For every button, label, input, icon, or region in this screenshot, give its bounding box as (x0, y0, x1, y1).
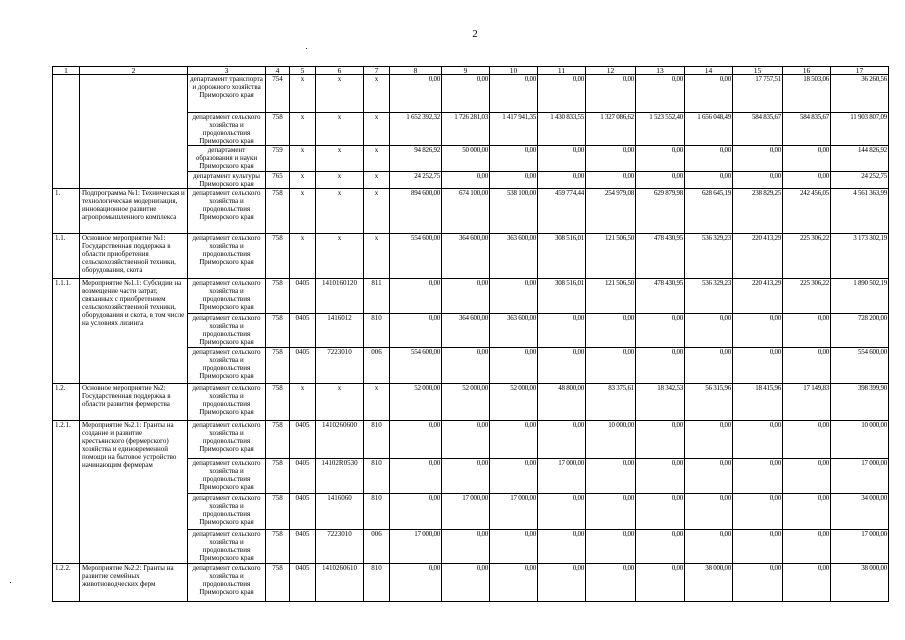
year-amount-cell: 17 000,00 (442, 494, 490, 530)
grbs-code-cell: 758 (266, 384, 290, 421)
total-amount-cell: 728 200,00 (831, 314, 889, 348)
column-header: 16 (783, 67, 831, 75)
section-code-cell: x (290, 384, 316, 421)
total-amount-cell: 10 000,00 (831, 421, 889, 459)
section-code-cell: x (290, 189, 316, 234)
year-amount-cell: 0,00 (685, 348, 733, 384)
year-amount-cell: 1 523 552,40 (636, 113, 685, 146)
year-amount-cell: 1 652 392,32 (390, 113, 442, 146)
year-amount-cell: 0,00 (390, 279, 442, 314)
responsible-executor-cell: департамент культуры Приморского края (188, 172, 266, 189)
year-amount-cell: 1 656 048,49 (685, 113, 733, 146)
year-amount-cell: 0,00 (442, 459, 490, 494)
year-amount-cell: 0,00 (685, 172, 733, 189)
year-amount-cell: 0,00 (490, 421, 538, 459)
target-article-cell: 1410160120 (316, 279, 364, 314)
year-amount-cell: 18 415,96 (733, 384, 783, 421)
responsible-executor-cell: департамент образования и науки Приморского края (188, 146, 266, 172)
grbs-code-cell: 765 (266, 172, 290, 189)
year-amount-cell: 52 000,00 (390, 384, 442, 421)
grbs-code-cell: 759 (266, 146, 290, 172)
table-row (53, 279, 889, 314)
target-article-cell: 7223010 (316, 348, 364, 384)
year-amount-cell: 0,00 (490, 146, 538, 172)
target-article-cell: 1410260610 (316, 564, 364, 602)
total-amount-cell: 1 890 502,19 (831, 279, 889, 314)
target-article-cell: x (316, 146, 364, 172)
grbs-code-cell: 754 (266, 75, 290, 113)
year-amount-cell: 0,00 (586, 348, 636, 384)
year-amount-cell: 0,00 (685, 421, 733, 459)
year-amount-cell: 628 645,19 (685, 189, 733, 234)
year-amount-cell: 24 252,75 (390, 172, 442, 189)
section-code-cell: 0405 (290, 494, 316, 530)
expense-type-cell: x (364, 172, 390, 189)
header-row (53, 67, 889, 75)
column-header: 2 (80, 67, 188, 75)
grbs-code-cell: 758 (266, 189, 290, 234)
scan-speck (10, 582, 11, 583)
year-amount-cell: 0,00 (442, 279, 490, 314)
year-amount-cell: 536 329,23 (685, 234, 733, 279)
section-code-cell: 0405 (290, 314, 316, 348)
grbs-code-cell: 758 (266, 459, 290, 494)
total-amount-cell: 24 252,75 (831, 172, 889, 189)
year-amount-cell: 0,00 (586, 172, 636, 189)
year-amount-cell: 0,00 (538, 172, 586, 189)
year-amount-cell: 1 417 941,35 (490, 113, 538, 146)
year-amount-cell: 364 600,00 (442, 234, 490, 279)
year-amount-cell: 674 100,00 (442, 189, 490, 234)
year-amount-cell: 0,00 (783, 314, 831, 348)
year-amount-cell: 0,00 (490, 172, 538, 189)
year-amount-cell: 0,00 (783, 348, 831, 384)
scan-speck (306, 48, 307, 49)
year-amount-cell: 0,00 (538, 146, 586, 172)
expense-type-cell: x (364, 234, 390, 279)
year-amount-cell: 0,00 (685, 494, 733, 530)
year-amount-cell: 38 000,00 (685, 564, 733, 602)
year-amount-cell: 1 327 086,62 (586, 113, 636, 146)
expense-type-cell: 006 (364, 348, 390, 384)
year-amount-cell: 0,00 (783, 172, 831, 189)
year-amount-cell: 121 506,50 (586, 279, 636, 314)
year-amount-cell: 0,00 (390, 75, 442, 113)
column-header: 4 (266, 67, 290, 75)
grbs-code-cell: 758 (266, 279, 290, 314)
section-code-cell: 0405 (290, 564, 316, 602)
total-amount-cell: 38 000,00 (831, 564, 889, 602)
section-code-cell: x (290, 172, 316, 189)
year-amount-cell: 0,00 (538, 75, 586, 113)
year-amount-cell: 50 000,00 (442, 146, 490, 172)
year-amount-cell: 0,00 (538, 494, 586, 530)
year-amount-cell: 0,00 (586, 564, 636, 602)
year-amount-cell: 0,00 (685, 314, 733, 348)
year-amount-cell: 0,00 (685, 75, 733, 113)
year-amount-cell: 17 757,51 (733, 75, 783, 113)
year-amount-cell: 94 826,92 (390, 146, 442, 172)
year-amount-cell: 48 800,00 (538, 384, 586, 421)
year-amount-cell: 894 600,00 (390, 189, 442, 234)
grbs-code-cell: 758 (266, 494, 290, 530)
year-amount-cell: 0,00 (442, 421, 490, 459)
total-amount-cell: 17 000,00 (831, 459, 889, 494)
year-amount-cell: 17 000,00 (538, 459, 586, 494)
year-amount-cell: 0,00 (538, 421, 586, 459)
column-header: 10 (490, 67, 538, 75)
total-amount-cell: 3 173 302,19 (831, 234, 889, 279)
total-amount-cell: 144 826,92 (831, 146, 889, 172)
year-amount-cell: 0,00 (586, 146, 636, 172)
year-amount-cell: 52 000,00 (490, 384, 538, 421)
year-amount-cell: 308 516,01 (538, 234, 586, 279)
column-header: 14 (685, 67, 733, 75)
column-header: 8 (390, 67, 442, 75)
target-article-cell: 1410260600 (316, 421, 364, 459)
year-amount-cell: 0,00 (685, 530, 733, 564)
expense-type-cell: 810 (364, 459, 390, 494)
budget-table (52, 66, 889, 602)
year-amount-cell: 0,00 (733, 459, 783, 494)
year-amount-cell: 0,00 (442, 348, 490, 384)
item-name-cell: Основное мероприятие №2: Государственная поддержка в области развития фермерства (80, 384, 188, 421)
section-code-cell: 0405 (290, 421, 316, 459)
year-amount-cell: 17 000,00 (490, 494, 538, 530)
year-amount-cell: 0,00 (733, 146, 783, 172)
year-amount-cell: 0,00 (586, 75, 636, 113)
responsible-executor-cell: департамент сельского хозяйства и продовольствия Приморского края (188, 314, 266, 348)
year-amount-cell: 17 000,00 (390, 530, 442, 564)
year-amount-cell: 554 600,00 (390, 348, 442, 384)
year-amount-cell: 17 149,83 (783, 384, 831, 421)
year-amount-cell: 536 329,23 (685, 279, 733, 314)
item-name-cell: Мероприятие №2.1: Гранты на создание и развитие крестьянского (фермерского) хозяйства и единовременной помощи на бытовое устройство начинающим фермерам (80, 421, 188, 564)
column-header: 13 (636, 67, 685, 75)
year-amount-cell: 0,00 (733, 348, 783, 384)
year-amount-cell: 0,00 (442, 75, 490, 113)
year-amount-cell: 0,00 (538, 314, 586, 348)
year-amount-cell: 225 306,22 (783, 279, 831, 314)
year-amount-cell: 0,00 (586, 494, 636, 530)
section-code-cell: 0405 (290, 348, 316, 384)
column-header: 3 (188, 67, 266, 75)
year-amount-cell: 0,00 (733, 530, 783, 564)
column-header: 17 (831, 67, 889, 75)
responsible-executor-cell: департамент сельского хозяйства и продовольствия Приморского края (188, 279, 266, 314)
grbs-code-cell: 758 (266, 234, 290, 279)
year-amount-cell: 242 456,05 (783, 189, 831, 234)
year-amount-cell: 0,00 (636, 172, 685, 189)
year-amount-cell: 18 342,53 (636, 384, 685, 421)
year-amount-cell: 0,00 (442, 172, 490, 189)
year-amount-cell: 363 600,00 (490, 234, 538, 279)
table-row (53, 75, 889, 113)
expense-type-cell: x (364, 189, 390, 234)
total-amount-cell: 11 903 807,09 (831, 113, 889, 146)
item-number-cell: 1. (53, 189, 80, 234)
responsible-executor-cell: департамент сельского хозяйства и продовольствия Приморского края (188, 113, 266, 146)
section-code-cell: x (290, 146, 316, 172)
year-amount-cell: 0,00 (636, 564, 685, 602)
year-amount-cell: 0,00 (636, 459, 685, 494)
section-code-cell: x (290, 234, 316, 279)
year-amount-cell: 0,00 (490, 75, 538, 113)
year-amount-cell: 0,00 (733, 172, 783, 189)
year-amount-cell: 0,00 (390, 564, 442, 602)
year-amount-cell: 0,00 (685, 146, 733, 172)
item-number-cell: 1.2.1. (53, 421, 80, 564)
responsible-executor-cell: департамент сельского хозяйства и продовольствия Приморского края (188, 564, 266, 602)
year-amount-cell: 363 600,00 (490, 314, 538, 348)
year-amount-cell: 0,00 (733, 494, 783, 530)
year-amount-cell: 1 726 281,03 (442, 113, 490, 146)
target-article-cell: x (316, 113, 364, 146)
year-amount-cell: 0,00 (586, 530, 636, 564)
target-article-cell: 14102R0530 (316, 459, 364, 494)
year-amount-cell: 0,00 (636, 530, 685, 564)
year-amount-cell: 0,00 (490, 279, 538, 314)
year-amount-cell: 0,00 (783, 530, 831, 564)
item-number-cell (53, 75, 80, 189)
year-amount-cell: 478 430,95 (636, 279, 685, 314)
expense-type-cell: x (364, 146, 390, 172)
total-amount-cell: 34 000,00 (831, 494, 889, 530)
year-amount-cell: 538 100,00 (490, 189, 538, 234)
item-name-cell: Подпрограмма №1: Техническая и технологическая модернизация, инновационное развитие агропромышленного комплекса (80, 189, 188, 234)
expense-type-cell: x (364, 75, 390, 113)
grbs-code-cell: 758 (266, 530, 290, 564)
table-row (53, 234, 889, 279)
year-amount-cell: 52 000,00 (442, 384, 490, 421)
item-number-cell: 1.2.2. (53, 564, 80, 602)
year-amount-cell: 0,00 (586, 459, 636, 494)
year-amount-cell: 254 979,08 (586, 189, 636, 234)
year-amount-cell: 1 430 833,55 (538, 113, 586, 146)
year-amount-cell: 0,00 (538, 348, 586, 384)
column-header: 5 (290, 67, 316, 75)
table-row (53, 564, 889, 602)
year-amount-cell: 0,00 (538, 564, 586, 602)
year-amount-cell: 225 306,22 (783, 234, 831, 279)
responsible-executor-cell: департамент сельского хозяйства и продовольствия Приморского края (188, 421, 266, 459)
column-header: 11 (538, 67, 586, 75)
item-name-cell (80, 75, 188, 189)
item-number-cell: 1.2. (53, 384, 80, 421)
section-code-cell: 0405 (290, 279, 316, 314)
section-code-cell: 0405 (290, 459, 316, 494)
year-amount-cell: 0,00 (490, 459, 538, 494)
year-amount-cell: 0,00 (390, 314, 442, 348)
item-name-cell: Мероприятие №2.2: Гранты на развитие семейных животноводческих ферм (80, 564, 188, 602)
item-number-cell: 1.1. (53, 234, 80, 279)
year-amount-cell: 121 506,50 (586, 234, 636, 279)
year-amount-cell: 0,00 (685, 459, 733, 494)
column-header: 12 (586, 67, 636, 75)
table-row (53, 189, 889, 234)
year-amount-cell: 0,00 (390, 494, 442, 530)
target-article-cell: x (316, 384, 364, 421)
item-name-cell: Мероприятие №1.1: Субсидии на возмещение части затрат, связанных с приобретением сельскохозяйственной техники, оборудования и скота, в том числе на условиях лизинга (80, 279, 188, 384)
year-amount-cell: 0,00 (783, 494, 831, 530)
responsible-executor-cell: департамент сельского хозяйства и продовольствия Приморского края (188, 384, 266, 421)
year-amount-cell: 554 600,00 (390, 234, 442, 279)
expense-type-cell: 810 (364, 314, 390, 348)
year-amount-cell: 0,00 (636, 75, 685, 113)
year-amount-cell: 0,00 (442, 564, 490, 602)
year-amount-cell: 0,00 (490, 530, 538, 564)
target-article-cell: x (316, 75, 364, 113)
total-amount-cell: 398 399,90 (831, 384, 889, 421)
year-amount-cell: 0,00 (586, 314, 636, 348)
year-amount-cell: 364 600,00 (442, 314, 490, 348)
target-article-cell: x (316, 172, 364, 189)
year-amount-cell: 584 835,67 (783, 113, 831, 146)
table-row (53, 384, 889, 421)
item-name-cell: Основное мероприятие №1: Государственная поддержка в области приобретения сельскохозяйственной техники, оборудования, скота (80, 234, 188, 279)
year-amount-cell: 0,00 (636, 348, 685, 384)
year-amount-cell: 0,00 (636, 146, 685, 172)
section-code-cell: x (290, 113, 316, 146)
grbs-code-cell: 758 (266, 421, 290, 459)
responsible-executor-cell: департамент сельского хозяйства и продовольствия Приморского края (188, 189, 266, 234)
target-article-cell: x (316, 189, 364, 234)
responsible-executor-cell: департамент транспорта и дорожного хозяйства Приморского края (188, 75, 266, 113)
section-code-cell: 0405 (290, 530, 316, 564)
target-article-cell: 7223010 (316, 530, 364, 564)
target-article-cell: 1416060 (316, 494, 364, 530)
year-amount-cell: 220 413,29 (733, 279, 783, 314)
column-header: 9 (442, 67, 490, 75)
responsible-executor-cell: департамент сельского хозяйства и продовольствия Приморского края (188, 348, 266, 384)
year-amount-cell: 0,00 (783, 421, 831, 459)
year-amount-cell: 56 315,96 (685, 384, 733, 421)
year-amount-cell: 0,00 (636, 314, 685, 348)
grbs-code-cell: 758 (266, 348, 290, 384)
year-amount-cell: 0,00 (390, 421, 442, 459)
column-header: 7 (364, 67, 390, 75)
total-amount-cell: 36 260,56 (831, 75, 889, 113)
responsible-executor-cell: департамент сельского хозяйства и продовольствия Приморского края (188, 459, 266, 494)
year-amount-cell: 10 000,00 (586, 421, 636, 459)
year-amount-cell: 0,00 (636, 421, 685, 459)
column-header: 6 (316, 67, 364, 75)
year-amount-cell: 18 503,06 (783, 75, 831, 113)
year-amount-cell: 584 835,67 (733, 113, 783, 146)
year-amount-cell: 0,00 (783, 564, 831, 602)
target-article-cell: x (316, 234, 364, 279)
expense-type-cell: x (364, 384, 390, 421)
column-header: 1 (53, 67, 80, 75)
expense-type-cell: x (364, 113, 390, 146)
responsible-executor-cell: департамент сельского хозяйства и продовольствия Приморского края (188, 234, 266, 279)
year-amount-cell: 0,00 (636, 494, 685, 530)
year-amount-cell: 0,00 (783, 459, 831, 494)
responsible-executor-cell: департамент сельского хозяйства и продовольствия Приморского края (188, 530, 266, 564)
year-amount-cell: 478 430,95 (636, 234, 685, 279)
page-number: 2 (472, 28, 478, 40)
year-amount-cell: 238 829,25 (733, 189, 783, 234)
expense-type-cell: 810 (364, 494, 390, 530)
year-amount-cell: 629 879,98 (636, 189, 685, 234)
year-amount-cell: 0,00 (442, 530, 490, 564)
section-code-cell: x (290, 75, 316, 113)
year-amount-cell: 0,00 (733, 314, 783, 348)
year-amount-cell: 0,00 (733, 564, 783, 602)
item-number-cell: 1.1.1. (53, 279, 80, 384)
total-amount-cell: 4 561 363,99 (831, 189, 889, 234)
year-amount-cell: 459 774,44 (538, 189, 586, 234)
year-amount-cell: 0,00 (733, 421, 783, 459)
target-article-cell: 1416012 (316, 314, 364, 348)
expense-type-cell: 810 (364, 421, 390, 459)
year-amount-cell: 0,00 (538, 530, 586, 564)
table-row (53, 421, 889, 459)
grbs-code-cell: 758 (266, 314, 290, 348)
expense-type-cell: 006 (364, 530, 390, 564)
responsible-executor-cell: департамент сельского хозяйства и продовольствия Приморского края (188, 494, 266, 530)
column-header: 15 (733, 67, 783, 75)
expense-type-cell: 811 (364, 279, 390, 314)
total-amount-cell: 17 000,00 (831, 530, 889, 564)
year-amount-cell: 0,00 (490, 348, 538, 384)
grbs-code-cell: 758 (266, 564, 290, 602)
grbs-code-cell: 758 (266, 113, 290, 146)
year-amount-cell: 0,00 (783, 146, 831, 172)
year-amount-cell: 220 413,29 (733, 234, 783, 279)
year-amount-cell: 308 516,01 (538, 279, 586, 314)
year-amount-cell: 0,00 (490, 564, 538, 602)
year-amount-cell: 0,00 (390, 459, 442, 494)
year-amount-cell: 83 375,61 (586, 384, 636, 421)
expense-type-cell: 810 (364, 564, 390, 602)
total-amount-cell: 554 600,00 (831, 348, 889, 384)
